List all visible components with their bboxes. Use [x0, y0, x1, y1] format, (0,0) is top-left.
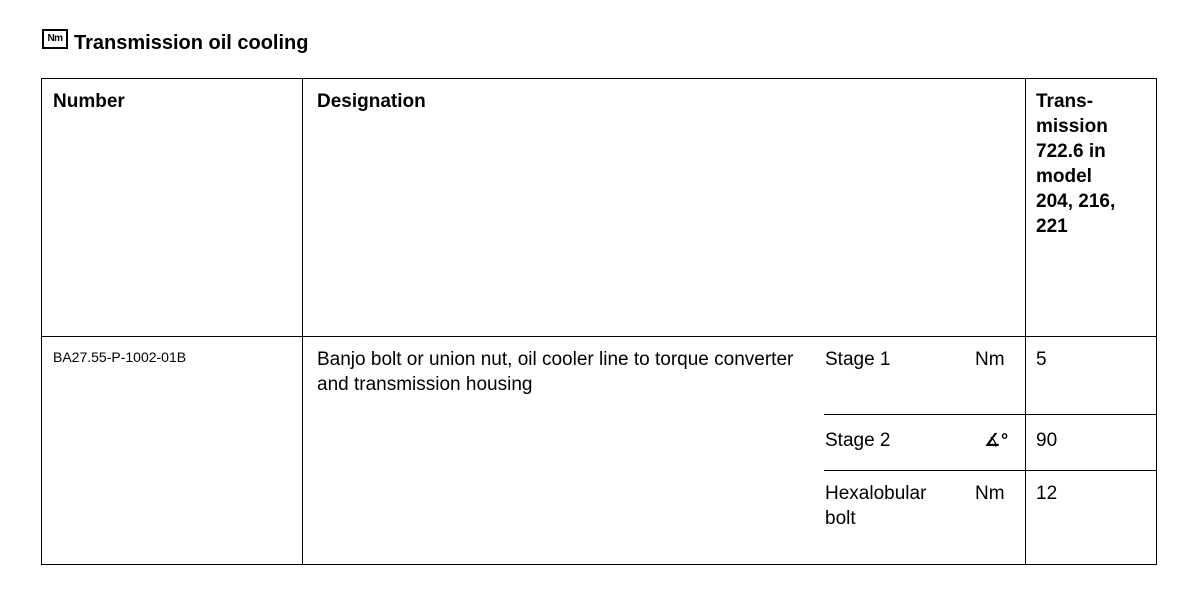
header-number: Number — [53, 91, 125, 112]
stage-label: Stage 1 — [825, 349, 891, 370]
stage-divider — [824, 414, 1025, 415]
header-transmission: Trans- mission 722.6 in model 204, 216, 221 — [1036, 91, 1116, 237]
torque-nm-icon: Nm — [42, 29, 68, 49]
page-title — [42, 32, 308, 55]
header-designation: Designation — [317, 91, 426, 112]
page-title-text: Transmission oil cooling — [74, 32, 309, 54]
row-number: BA27.55-P-1002-01B — [53, 349, 187, 365]
stage-value: 12 — [1036, 483, 1058, 504]
column-divider — [302, 79, 303, 564]
stage-label: Stage 2 — [825, 430, 891, 451]
stage-value: 5 — [1036, 349, 1047, 370]
stage-unit: Nm — [975, 483, 1005, 504]
stage-label: Hexalobular bolt — [825, 483, 927, 529]
stage-divider — [1025, 414, 1156, 415]
angle-degree-icon: ∡° — [984, 430, 1008, 450]
column-divider — [1025, 79, 1026, 564]
row-designation: Banjo bolt or union nut, oil cooler line to torque converter and transmission housing — [317, 349, 794, 395]
header-divider — [42, 336, 1156, 337]
stage-divider — [824, 470, 1156, 471]
stage-unit: Nm — [975, 349, 1005, 370]
torque-table — [41, 78, 1157, 565]
stage-value: 90 — [1036, 430, 1058, 451]
